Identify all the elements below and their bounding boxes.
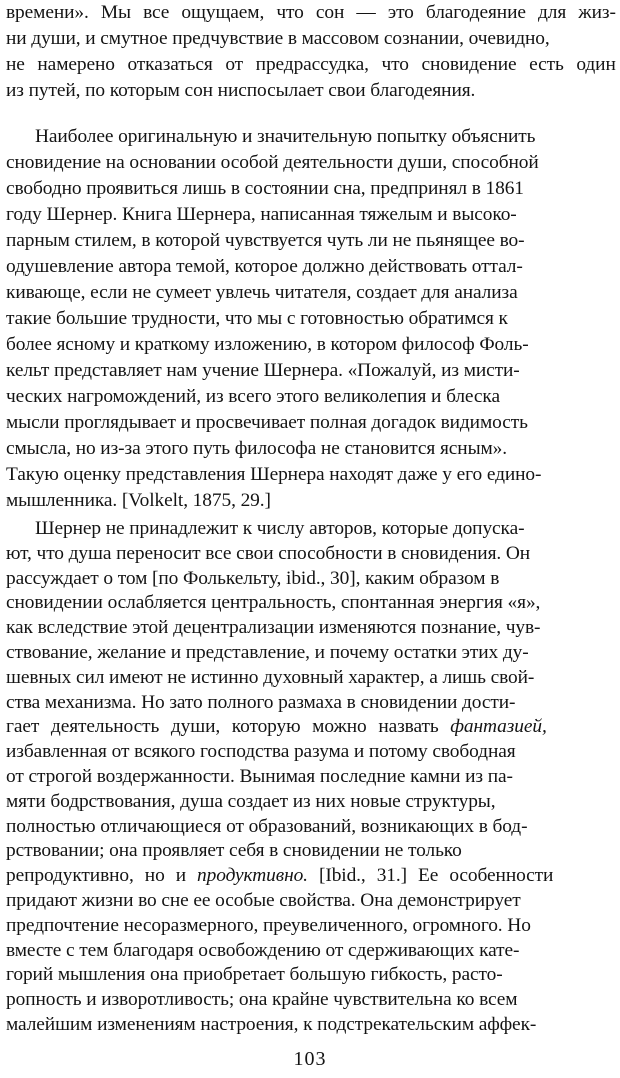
text-line: придают жизни во сне ее особые свойства. Она демонстрирует xyxy=(6,890,521,911)
text-line: парным стилем, в которой чувствуется чуть ли не пьянящее во- xyxy=(6,230,525,251)
text-line: смысла, но из-за этого путь философа не становится ясным». xyxy=(6,438,508,459)
text-line: времени». Мы все ощущаем, что сон — это благодеяние для жиз- xyxy=(6,2,616,23)
text-line: году Шернер. Книга Шернера, написанная тяжелым и высоко- xyxy=(6,204,517,225)
text-line: мяти бодрствования, душа создает из них новые структуры, xyxy=(6,790,496,812)
text-segment: [Ibid., 31.] Ее особенности xyxy=(307,865,554,887)
text-line: сновидение на основании особой деятельности души, способной xyxy=(6,152,539,173)
text-line: такие большие трудности, что мы с готовностью обратимся к xyxy=(6,308,508,329)
text-line: мысли проглядывает и просвечивает полная догадок видимость xyxy=(6,412,528,433)
text-line-with-emphasis xyxy=(6,714,616,740)
page-number: 103 xyxy=(293,1048,327,1070)
text-segment: гает деятельность души, которую можно назвать xyxy=(6,716,451,738)
emphasized-word: фантазией, xyxy=(450,716,547,738)
text-line: рассуждает о том [по Фолькельту, ibid., 30], каким образом в xyxy=(6,567,500,589)
text-line: мышленника. [Volkelt, 1875, 29.] xyxy=(6,490,271,511)
text-line-with-emphasis xyxy=(6,863,616,889)
text-line: не намерено отказаться от предрассудка, что сновидение есть один xyxy=(6,54,616,75)
text-segment: репродуктивно, но и xyxy=(6,865,198,887)
text-line: вместе с тем благодаря освобождению от сдерживающих кате- xyxy=(6,939,520,961)
text-line: Такую оценку представления Шернера находят даже у его едино- xyxy=(6,464,542,485)
text-line: сновидении ослабляется центральность, спонтанная энергия «я», xyxy=(6,592,541,614)
text-line: малейшим изменениям настроения, к подстрекательским аффек- xyxy=(6,1014,537,1035)
text-line: полностью отличающиеся от образований, возникающих в бод- xyxy=(6,815,528,837)
text-line: шевных сил имеют не истинно духовный характер, а лишь свой- xyxy=(6,666,535,688)
text-line: ют, что душа переносит все свои способности в сновидения. Он xyxy=(6,542,531,564)
text-line: ропность и изворотливость; она крайне чувствительна ко всем xyxy=(6,989,518,1011)
text-line: одушевление автора темой, которое должно действовать оттал- xyxy=(6,256,523,277)
text-line: от строгой воздержанности. Вынимая последние камни из па- xyxy=(6,766,513,787)
text-line: свободно проявиться лишь в состоянии сна, предпринял в 1861 xyxy=(6,178,524,199)
text-line: избавленная от всякого господства разума и потому свободная xyxy=(6,741,516,763)
text-line: горий мышления она приобретает большую гибкость, расто- xyxy=(6,964,503,986)
text-line: рствовании; она проявляет себя в сновидении не только xyxy=(6,840,462,862)
emphasized-word: продуктивно. xyxy=(197,865,308,887)
text-line: кельт представляет нам учение Шернера. «Пожалуй, из мисти- xyxy=(6,360,520,381)
text-line: Шернер не принадлежит к числу авторов, которые допуска- xyxy=(35,518,525,539)
text-line: из путей, по которым сон ниспосылает свои благодеяния. xyxy=(6,80,476,101)
text-line: ствование, желание и представление, и почему остатки этих ду- xyxy=(6,642,529,663)
text-line: ни души, и смутное предчувствие в массовом сознании, очевидно, xyxy=(6,28,550,49)
text-line: ческих нагромождений, из всего этого великолепия и блеска xyxy=(6,386,500,407)
text-line: более ясному и краткому изложению, в котором философ Фоль- xyxy=(6,334,529,355)
text-line: ства механизма. Но зато полного размаха в сновидении дости- xyxy=(6,691,516,713)
text-line: Наиболее оригинальную и значительную попытку объяснить xyxy=(35,126,536,147)
text-line: как вследствие этой децентрализации изменяются познание, чув- xyxy=(6,617,541,639)
text-line: предпочтение несоразмерного, преувеличенного, огромного. Но xyxy=(6,914,531,936)
text-line: кивающе, если не сумеет увлечь читателя, создает для анализа xyxy=(6,282,518,303)
